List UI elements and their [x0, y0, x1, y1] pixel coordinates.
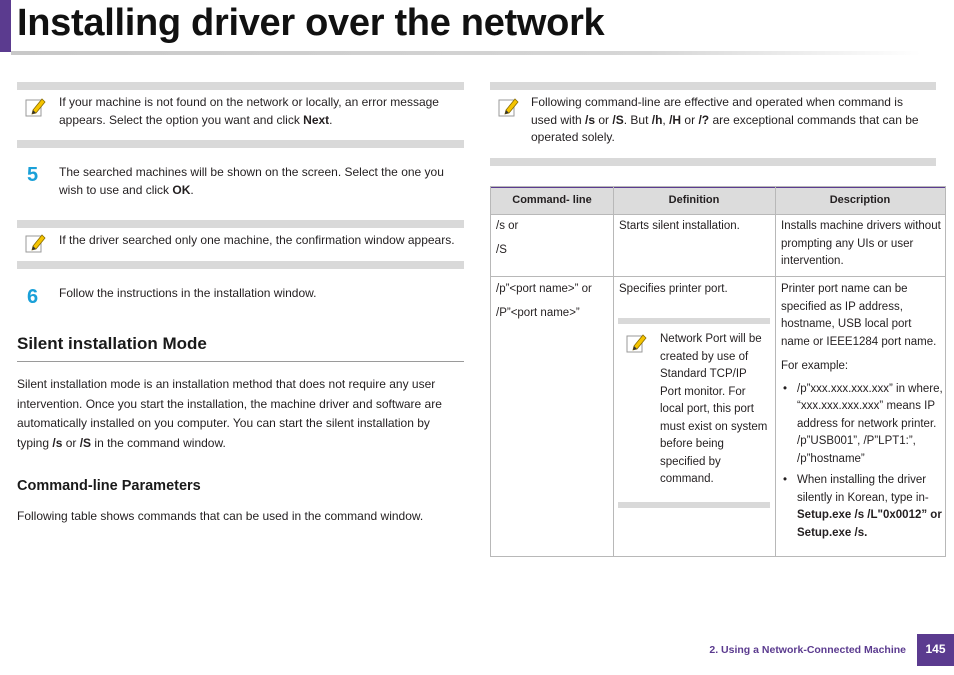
table-row-divider: [491, 214, 945, 215]
note-pencil-icon: [25, 96, 47, 118]
note-single-machine: [17, 220, 464, 269]
subsection-heading: Command-line Parameters: [17, 478, 201, 494]
note-top-bar: [17, 220, 464, 228]
table-cell-description: Printer port name can be specified as IP address, hostname, USB local port name or IEEE1284 port name. For example: • /p”xxx.xxx.xxx.xxx” in where, “xxx.xxx.xxx.xxx” means IP address for network printer. /p”USB001”, /P”LPT1:”, /p”hostname” • When installing the driver silently in Korean, type in-Setup.exe /s /L"0x0012” or Setup.exe /s.: [781, 281, 943, 542]
title-underline: [11, 51, 921, 55]
note-bottom-bar: [17, 140, 464, 148]
table-cell-command: /p”<port name>” or /P”<port name>”: [496, 283, 592, 319]
step-5-text: The searched machines will be shown on the screen. Select the one you wish to use and click OK.: [59, 165, 444, 197]
table-column-divider: [613, 187, 614, 556]
note-top-bar: [17, 82, 464, 90]
note-text: If the driver searched only one machine, the confirmation window appears.: [59, 233, 455, 247]
note-pencil-icon: [498, 96, 520, 118]
list-item: • /p”xxx.xxx.xxx.xxx” in where, “xxx.xxx.xxx.xxx” means IP address for network printer. /p”USB001”, /P”LPT1:”, /p”hostname”: [781, 381, 943, 469]
table-column-divider: [775, 187, 776, 556]
note-bottom-bar: [17, 261, 464, 269]
subsection-paragraph: Following table shows commands that can be used in the command window.: [17, 509, 424, 523]
table-header-description: Description: [829, 194, 891, 206]
table-cell-definition: Specifies printer port.: [619, 283, 728, 295]
note-bottom-bar: [490, 158, 936, 166]
note-text: Network Port will be created by use of Standard TCP/IP Port monitor. For local port, this port must exist on system before being specified by command.: [660, 333, 768, 485]
note-pencil-icon: [25, 232, 47, 254]
table-header-command-line: Command- line: [512, 194, 592, 206]
footer-chapter: 2. Using a Network-Connected Machine: [709, 644, 906, 656]
note-text: Following command-line are effective and operated when command is used with /s or /S. But /h, /H or /? are exceptional commands that can be operated solely.: [531, 95, 919, 144]
section-paragraph: Silent installation mode is an installation method that does not require any user intervention. Once you start the installation, the machine driver and software are automatically installed on you computer. You can start the silent installation by typing /s or /S in the command window.: [17, 377, 442, 450]
table-row-divider: [491, 276, 945, 277]
table-header-definition: Definition: [668, 194, 720, 206]
command-line-table: [490, 186, 946, 557]
step-number-5: 5: [27, 164, 39, 186]
note-not-found: [17, 82, 464, 148]
note-network-port: [618, 318, 770, 508]
table-cell-definition: Starts silent installation.: [619, 220, 740, 232]
note-pencil-icon: [626, 332, 648, 354]
note-top-bar: [618, 318, 770, 324]
note-command-line: [490, 82, 936, 166]
title-accent-bar: [0, 0, 11, 52]
note-top-bar: [490, 82, 936, 90]
table-cell-description: Installs machine drivers without prompting any UIs or user intervention.: [781, 220, 941, 267]
page-number: 145: [917, 634, 954, 666]
section-heading: Silent installation Mode: [17, 334, 207, 353]
page-title: Installing driver over the network: [17, 2, 605, 44]
section-rule: [17, 361, 464, 362]
table-cell-command: /s or /S: [496, 220, 519, 256]
step-number-6: 6: [27, 286, 39, 308]
note-text: If your machine is not found on the network or locally, an error message appears. Select the option you want and click Next.: [59, 95, 439, 127]
note-bottom-bar: [618, 502, 770, 508]
list-item: • When installing the driver silently in Korean, type in-Setup.exe /s /L"0x0012” or Setup.exe /s.: [781, 472, 943, 542]
step-6-text: Follow the instructions in the installation window.: [59, 286, 317, 300]
